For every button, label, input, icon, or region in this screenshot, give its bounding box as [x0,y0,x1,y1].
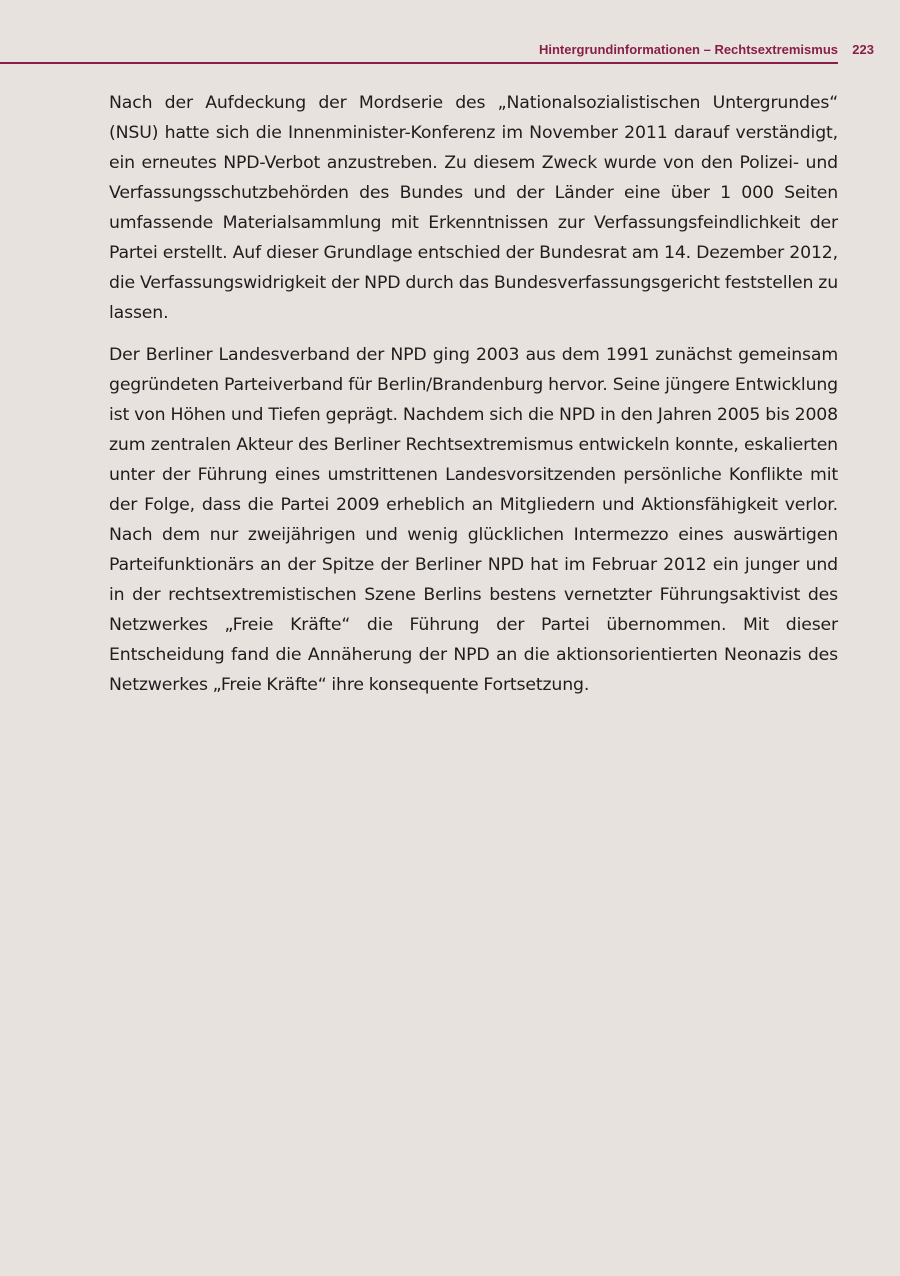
page-header [0,0,900,66]
running-header-title: Hintergrundinformationen – Rechtsextremismus [538,42,838,57]
body-text [109,88,838,712]
paragraph-berliner-landesverband: Der Berliner Landesverband der NPD ging 2003 aus dem 1991 zunächst gemeinsam gegründeten Parteiverband für Berlin/Brandenburg hervor. Seine jüngere Entwicklung ist von Höhen und Tiefen geprägt. Nachdem sich die NPD in den Jahren 2005 bis 2008 zum zentralen Akteur des Berliner Rechtsextremismus entwickeln konnte, eskalierten unter der Führung eines umstrittenen Landesvorsitzenden persönliche Konflikte mit der Folge, dass die Partei 2009 erheblich an Mitgliedern und Aktionsfähigkeit verlor. Nach dem nur zweijährigen und wenig glücklichen Intermezzo eines auswärtigen Parteifunktionärs an der Spitze der Berliner NPD hat im Februar 2012 ein junger und in der rechtsextremistischen Szene Berlins bestens vernetzter Führungsaktivist des Netzwerkes „Freie Kräfte“ die Führung der Partei übernommen. Mit dieser Entscheidung fand die Annäherung der NPD an die aktionsorientierten Neonazis des Netzwerkes „Freie Kräfte“ ihre konsequente Fortsetzung. [109,345,838,695]
paragraph-nsu-verbot: Nach der Aufdeckung der Mordserie des „Nationalsozialistischen Untergrundes“ (NSU) hatte sich die Innenminister-Konferenz im November 2011 darauf verständigt, ein erneutes NPD-Verbot anzustreben. Zu diesem Zweck wurde von den Polizei- und Verfassungsschutzbehörden des Bundes und der Länder eine über 1 000 Seiten umfassende Materialsammlung mit Erkenntnissen zur Verfassungsfeindlichkeit der Partei erstellt. Auf dieser Grundlage entschied der Bundesrat am 14. Dezember 2012, die Verfassungswidrigkeit der NPD durch das Bundesverfassungsgericht feststellen zu lassen. [109,93,838,323]
header-rule [0,62,838,64]
page-number: 223 [852,42,874,57]
